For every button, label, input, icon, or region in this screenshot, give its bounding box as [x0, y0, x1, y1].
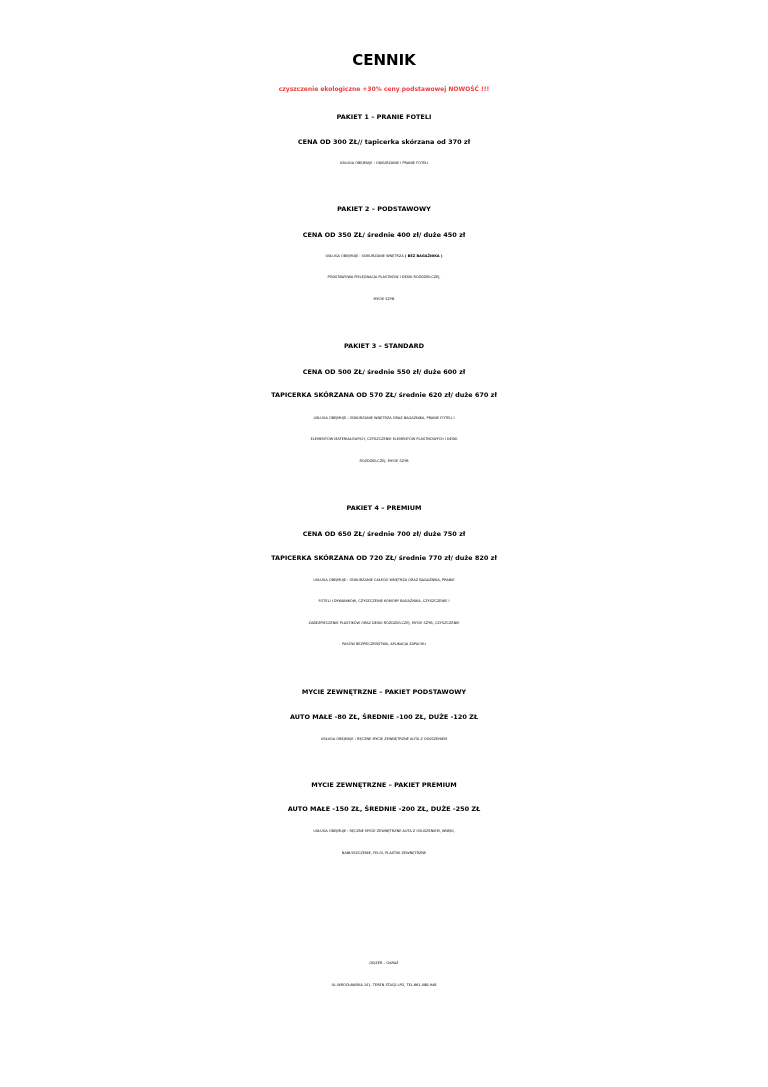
exterior-premium-price: AUTO MAŁE -150 ZŁ, ŚREDNIE -200 ZŁ, DUŻE -250 ZŁ [287, 805, 481, 813]
exterior-premium-description-line-2: NABŁYSZCZENIE, FELGI, PLASTIKI ZEWNĘTRZNE [341, 851, 427, 855]
footer-address: UL.WROCŁAWSKA 101, TEREN STACJI LPG, TEL.661-088-948 [331, 983, 437, 987]
package-3-description-line-3: ROZDZIELCZEJ, MYCIE SZYB [359, 459, 409, 463]
package-2-heading: PAKIET 2 – PODSTAWOWY [337, 205, 431, 213]
package-2-description-prefix: USŁUGA OBEJMUJE : ODKURZANIE WNĘTRZA [325, 254, 405, 258]
package-3-heading: PAKIET 3 – STANDARD [344, 342, 424, 350]
package-4-leather-price: TAPICERKA SKÓRZANA OD 720 ZŁ/ średnie 770 zł/ duże 820 zł [271, 554, 497, 562]
footer-business-name: GEJZER – GARAŻ [369, 961, 399, 965]
package-3-description-line-2: ELEMENTÓW MATERIAŁOWYCH, CZYSZCZENIE ELEMENTÓW PLASTIKOWYCH I DESKI [310, 437, 458, 441]
package-4-heading: PAKIET 4 – PREMIUM [346, 504, 422, 512]
package-3-price: CENA OD 500 ZŁ/ średnie 550 zł/ duże 600 zł [302, 368, 466, 376]
page-title: CENNIK [352, 51, 416, 69]
package-1-description: USŁUGA OBEJMUJE : ODKURZANIE I PRANIE FOTELI [339, 161, 429, 165]
exterior-premium-heading: MYCIE ZEWNĘTRZNE – PAKIET PREMIUM [311, 781, 457, 789]
package-3-description-line-1: USŁUGA OBEJMUJE : ODKURZANIE WNĘTRZA ORAZ BAGAŻNIKA, PRANIE FOTELI I [313, 416, 455, 420]
exterior-basic-heading: MYCIE ZEWNĘTRZNE – PAKIET PODSTAWOWY [301, 688, 467, 696]
package-4-description-line-3: ZABEZPIECZENIE PLASTIKÓW ORAZ DESKI ROZDZIELCZEJ, MYCIE SZYB, CZYSZCZENIE [308, 621, 460, 625]
package-2-description-line-2: PODSTAWOWA PIELĘGNACJA PLASTIKÓW I DESKI ROZDZIELCZEJ, [327, 275, 441, 279]
exterior-basic-price: AUTO MAŁE -80 ZŁ, ŚREDNIE -100 ZŁ, DUŻE -120 ZŁ [289, 713, 479, 721]
exterior-premium-description-line-1: USŁUGA OBEJMUJE : RĘCZNE MYCIE ZEWNĘTRZNE AUTA Z OSUSZENIEM, WNĘKI, [313, 829, 455, 833]
package-2-description-line-1 [0, 255, 768, 259]
package-2-trunk-exclusion: ( BEZ BAGAŻNIKA ) [404, 254, 443, 258]
package-1-heading: PAKIET 1 – PRANIE FOTELI [336, 113, 432, 121]
package-4-description-line-4: PASÓW BEZPIECZEŃSTWA, APLIKACJA ZAPACHU [342, 642, 426, 646]
package-1-price: CENA OD 300 ZŁ// tapicerka skórzana od 370 zł [297, 138, 471, 146]
package-2-description-line-3: MYCIE SZYB [373, 297, 395, 301]
package-4-description-line-2: FOTELI I DYWANIKÓW, CZYSZCZENIE KOMORY BAGAŻNIKA, CZYSZCZENIE I [318, 599, 450, 603]
package-4-description-line-1: USŁUGA OBEJMUJE : ODKURZANIE CAŁEGO WNĘTRZA ORAZ BAGAŻNIKA, PRANIE [313, 578, 455, 582]
package-3-leather-price: TAPICERKA SKÓRZANA OD 570 ZŁ/ średnie 620 zł/ duże 670 zł [271, 391, 497, 399]
package-2-price: CENA OD 350 ZŁ/ średnie 400 zł/ duże 450 zł [302, 231, 466, 239]
exterior-basic-description: USŁUGA OBEJMUJE : RĘCZNE MYCIE ZEWNĘTRZNE AUTA Z OSUSZENIEM [320, 737, 448, 741]
eco-cleaning-note: czyszczenie ekologiczne +30% ceny podstawowej NOWOŚĆ !!! [278, 86, 490, 93]
package-4-price: CENA OD 650 ZŁ/ średnie 700 zł/ duże 750 zł [302, 530, 466, 538]
